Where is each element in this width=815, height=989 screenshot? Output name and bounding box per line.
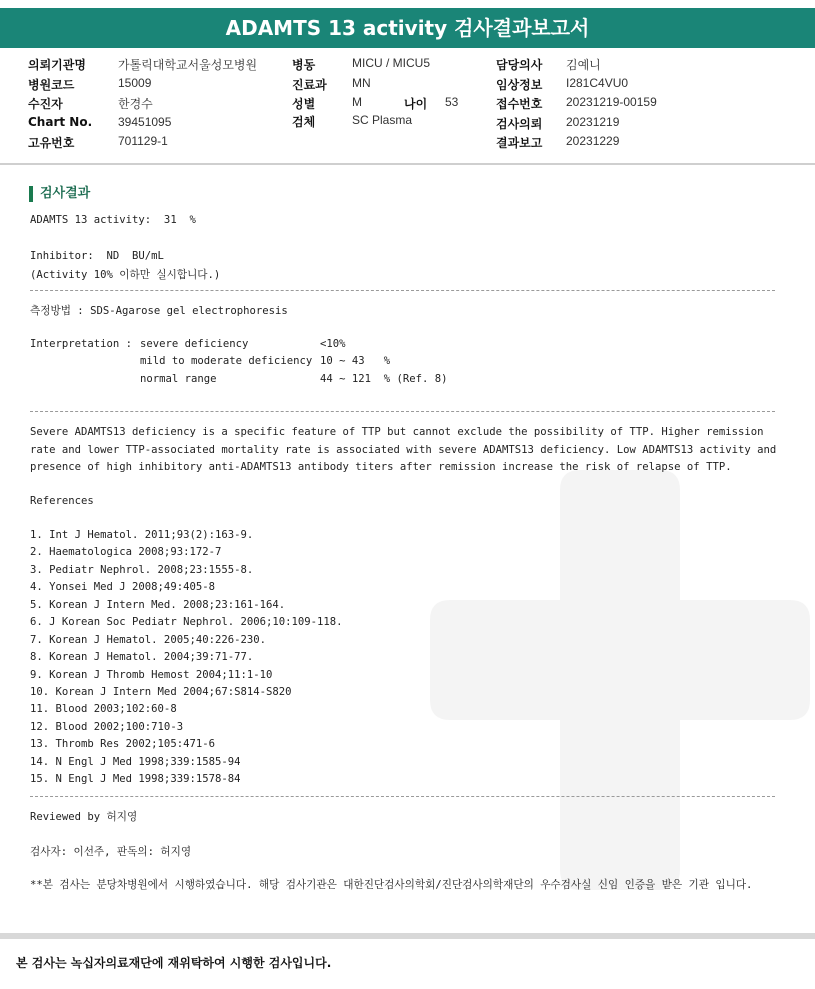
reference-item: 7. Korean J Hematol. 2005;40:226-230. (30, 633, 266, 646)
reference-item: 6. J Korean Soc Pediatr Nephrol. 2006;10:109-118. (30, 616, 343, 629)
info-value: 39451095 (118, 114, 172, 129)
dashed-divider (30, 796, 775, 797)
info-value: 20231229 (566, 134, 620, 148)
reference-item: 14. N Engl J Med 1998;339:1585-94 (30, 755, 241, 768)
info-label: 결과보고 (496, 136, 543, 150)
info-label: 검체 (292, 114, 316, 129)
info-row (28, 95, 798, 115)
header-divider (0, 163, 815, 165)
reviewed-by: Reviewed by 허지영 (30, 811, 138, 823)
info-value: 701129-1 (118, 134, 168, 148)
method-line: 측정방법 : SDS-Agarose gel electrophoresis (30, 305, 288, 317)
reference-item: 9. Korean J Thromb Hemost 2004;11:1-10 (30, 668, 273, 681)
info-value: 20231219-00159 (566, 95, 657, 109)
info-label: 성별 (292, 97, 316, 111)
reference-item: 10. Korean J Intern Med 2004;67:S814-S820 (30, 685, 292, 698)
dashed-divider (30, 290, 775, 291)
info-value: 한경수 (118, 97, 153, 111)
interpretation-item: normal range (140, 373, 217, 385)
info-label: Chart No. (28, 114, 93, 129)
reference-item: 4. Yonsei Med J 2008;49:405-8 (30, 581, 215, 594)
info-label: 담당의사 (496, 58, 543, 72)
info-value: 20231219 (566, 114, 620, 129)
reference-item: 15. N Engl J Med 1998;339:1578-84 (30, 773, 241, 786)
interpretation-range: <10% (320, 338, 346, 350)
info-row (28, 56, 798, 76)
interpretation-prefix: Interpretation : (30, 338, 133, 350)
info-label: 의뢰기관명 (28, 58, 86, 72)
info-label: 나이 (404, 97, 428, 111)
info-value: 가톨릭대학교서울성모병원 (118, 58, 258, 72)
section-title: 검사결과 (29, 186, 90, 202)
certification-note: **본 검사는 분당차병원에서 시행하였습니다. 해당 검사기관은 대한진단검사의학회/진단검사의학재단의 우수검사실 신임 인증을 받은 기관 입니다. (30, 879, 753, 891)
reference-item: 8. Korean J Hematol. 2004;39:71-77. (30, 651, 254, 664)
info-row (28, 112, 798, 135)
info-label: 접수번호 (496, 97, 543, 111)
reference-item: 12. Blood 2002;100:710-3 (30, 720, 184, 733)
reference-item: 1. Int J Hematol. 2011;93(2):163-9. (30, 529, 254, 541)
inhibitor-result: Inhibitor: ND BU/mL (30, 250, 164, 262)
info-value: SC Plasma (352, 112, 413, 127)
info-label: 수진자 (28, 97, 63, 111)
info-label: 임상정보 (496, 77, 543, 92)
patient-info-block (28, 56, 798, 154)
description-paragraph: Severe ADAMTS13 deficiency is a specific feature of TTP but cannot exclude the possibility of TTP. Higher remission rate and lower TTP-associated mortality rate is associated with severe ADAMTS13 deficiency. Low ADAMTS13 activity and presence of high inhibitory anti-ADAMTS13 antibody titers after remission increase the risk of relapse of TTP. (30, 426, 777, 473)
interpretation-item: severe deficiency (140, 338, 249, 350)
interpretation-range: 10 ~ 43 % (320, 355, 391, 367)
reference-item: 11. Blood 2003;102:60-8 (30, 703, 177, 716)
watermark-cross-icon (430, 450, 810, 890)
report-title: ADAMTS 13 activity 검사결과보고서 (0, 8, 815, 48)
reference-item: 5. Korean J Intern Med. 2008;23:161-164. (30, 598, 286, 611)
reference-item: 13. Thromb Res 2002;105:471-6 (30, 738, 215, 751)
info-value: 53 (445, 95, 459, 109)
activity-result: ADAMTS 13 activity: 31 % (30, 214, 196, 226)
references-list (30, 527, 343, 789)
info-row (28, 76, 798, 96)
info-label: 고유번호 (28, 136, 75, 150)
info-label: 병동 (292, 58, 316, 72)
interpretation-item: mild to moderate deficiency (140, 355, 313, 367)
info-label: 검사의뢰 (496, 116, 543, 131)
footer-divider (0, 933, 815, 939)
info-value: 15009 (118, 75, 152, 90)
references-title: References (30, 495, 94, 507)
info-value: I281C4VU0 (566, 75, 629, 90)
dashed-divider (30, 411, 775, 412)
info-label: 진료과 (292, 77, 327, 92)
reference-item: 2. Haematologica 2008;93:172-7 (30, 546, 222, 559)
info-label: 병원코드 (28, 77, 75, 92)
reference-item: 3. Pediatr Nephrol. 2008;23:1555-8. (30, 563, 254, 576)
info-value: 김예니 (566, 58, 601, 72)
examiners: 검사자: 이선주, 판독의: 허지영 (30, 846, 192, 858)
footer-note: 본 검사는 녹십자의료재단에 재위탁하여 시행한 검사입니다. (16, 956, 332, 970)
info-row (28, 134, 798, 154)
inhibitor-note: (Activity 10% 이하만 실시합니다.) (30, 269, 221, 281)
info-value: M (352, 95, 362, 109)
info-value: MICU / MICU5 (352, 56, 430, 70)
interpretation-range: 44 ~ 121 % (Ref. 8) (320, 373, 448, 385)
info-value: MN (352, 75, 371, 90)
